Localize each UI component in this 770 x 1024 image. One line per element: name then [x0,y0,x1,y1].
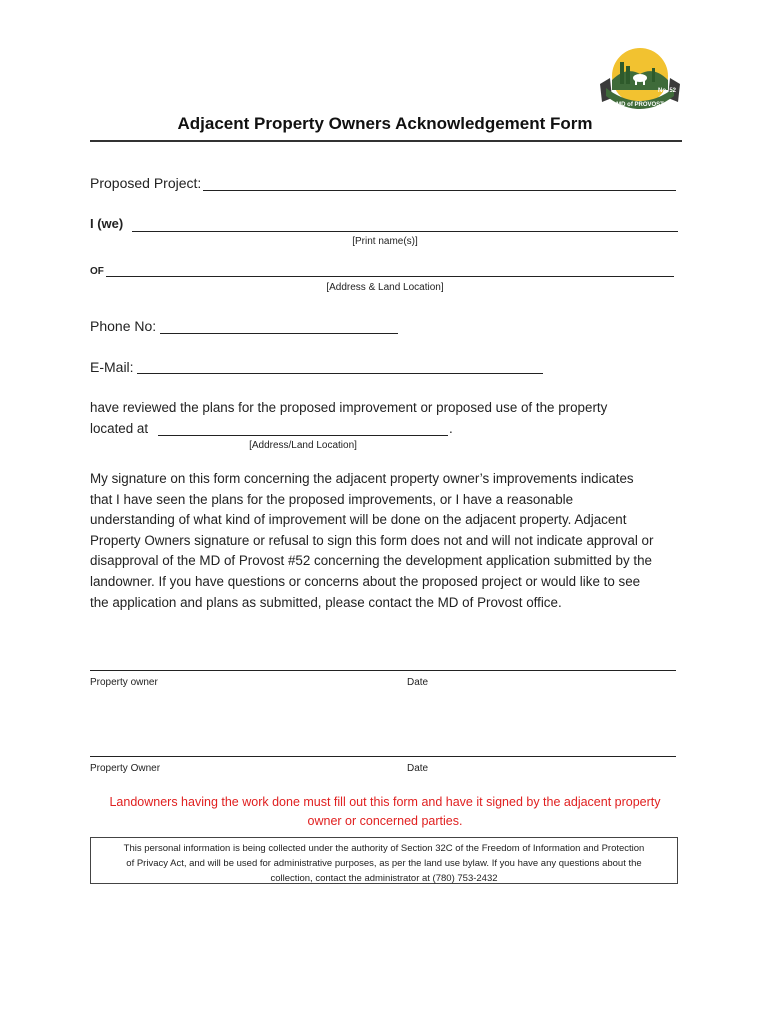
logo-number-text: No. 52 [658,88,677,94]
review-located-at-label: located at [90,421,149,436]
privacy-statement-box [90,837,678,884]
paragraph-line: the application and plans as submitted, please contact the MD of Provost office. [90,594,562,610]
property-owner-label-1: Property owner [90,677,158,688]
review-period: . [449,421,453,436]
print-names-field[interactable] [132,231,678,232]
paragraph-line: Property Owners signature or refusal to sign this form does not and will not indicate approval or [90,532,654,548]
phone-label: Phone No: [90,318,157,334]
paragraph-line: landowner. If you have questions or concerns about the proposed project or would like to see [90,573,641,589]
proposed-project-label: Proposed Project: [90,175,202,191]
md-provost-logo-graphic [596,44,684,112]
paragraph-line: My signature on this form concerning the adjacent property owner’s improvements indicates [90,471,634,486]
phone-field[interactable] [160,333,398,334]
email-label: E-Mail: [90,359,134,375]
paragraph-line: that I have seen the plans for the proposed improvements, or I have a reasonable [90,491,574,507]
paragraph-line: understanding of what kind of improvement will be done on the adjacent property. Adjacent [90,512,627,528]
paragraph-line: disapproval of the MD of Provost #52 concerning the development application submitted by the [90,553,652,569]
property-owner-label-2: Property Owner [90,763,161,774]
form-title: Adjacent Property Owners Acknowledgement Form [177,114,593,133]
i-we-label: I (we) [90,216,124,231]
notice-line: owner or concerned parties. [307,814,463,828]
signature-line-2[interactable] [90,756,676,757]
signature-line-1[interactable] [90,670,676,671]
address-field[interactable] [106,276,674,277]
privacy-line: collection, contact the administrator at (780) 753-2432 [270,873,498,884]
signature-explanation-paragraph [90,469,690,613]
proposed-project-field[interactable] [203,190,676,191]
address-caption: [Address & Land Location] [326,282,444,293]
review-statement-line1: have reviewed the plans for the proposed improvement or proposed use of the property [90,400,608,415]
email-field[interactable] [137,373,543,374]
privacy-line: of Privacy Act, and will be used for administrative purposes, as per the land use bylaw. If you have any questions about the [126,858,642,869]
date-label-2: Date [407,763,429,774]
of-label: OF [90,266,104,277]
review-location-field[interactable] [158,435,448,436]
print-names-caption: [Print name(s)] [352,236,418,247]
landowner-notice [90,793,680,831]
privacy-line: This personal information is being collected under the authority of Section 32C of the Freedom of Information and Protection [123,843,645,854]
date-label-1: Date [407,677,429,688]
md-provost-logo [596,44,684,112]
review-location-caption: [Address/Land Location] [249,440,357,451]
title-divider [90,140,682,142]
notice-line: Landowners having the work done must fill out this form and have it signed by the adjacent property [109,795,661,809]
logo-name-text: MD of PROVOST [616,102,664,108]
